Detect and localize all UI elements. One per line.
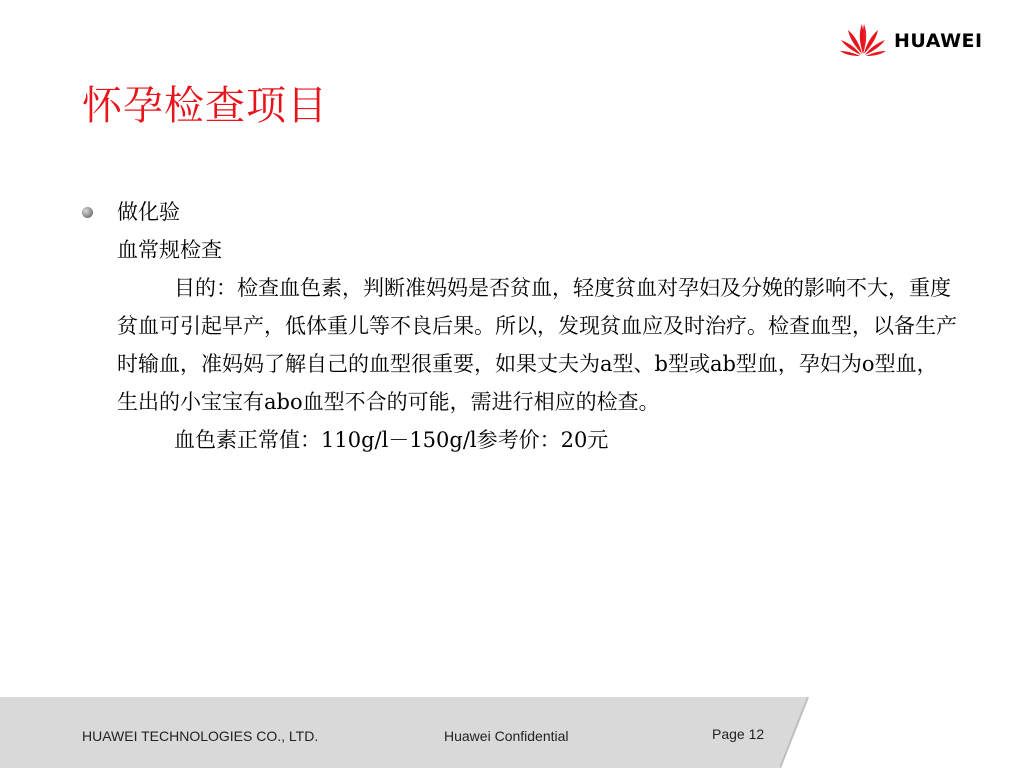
huawei-flower-logo-icon (838, 20, 888, 60)
footer-confidential: Huawei Confidential (444, 728, 569, 744)
slide-body (117, 193, 957, 459)
bullet-text: 做化验 (117, 200, 180, 224)
logo-wordmark: HUAWEI (894, 30, 983, 52)
bullet-icon (82, 207, 93, 218)
page-number: Page 12 (712, 726, 765, 742)
slide-title: 怀孕检查项目 (82, 83, 328, 129)
normal-value-line: 血色素正常值：110g/l－150g/l参考价：20元 (174, 428, 609, 452)
footer-bar (0, 697, 1024, 768)
subheading: 血常规检查 (117, 238, 222, 262)
huawei-logo (838, 20, 998, 60)
body-paragraph: 目的：检查血色素，判断准妈妈是否贫血，轻度贫血对孕妇及分娩的影响不大，重度贫血可引起早产，低体重儿等不良后果。所以，发现贫血应及时治疗。检查血型，以备生产时输血，准妈妈了解自己的血型很重要，如果丈夫为a型、b型或ab型血，孕妇为o型血，生出的小宝宝有abo血型不合的可能，需进行相应的检查。 (117, 276, 957, 414)
footer-divider (780, 697, 810, 768)
logo-panel (780, 697, 1024, 768)
footer-company: HUAWEI TECHNOLOGIES CO., LTD. (82, 728, 319, 744)
